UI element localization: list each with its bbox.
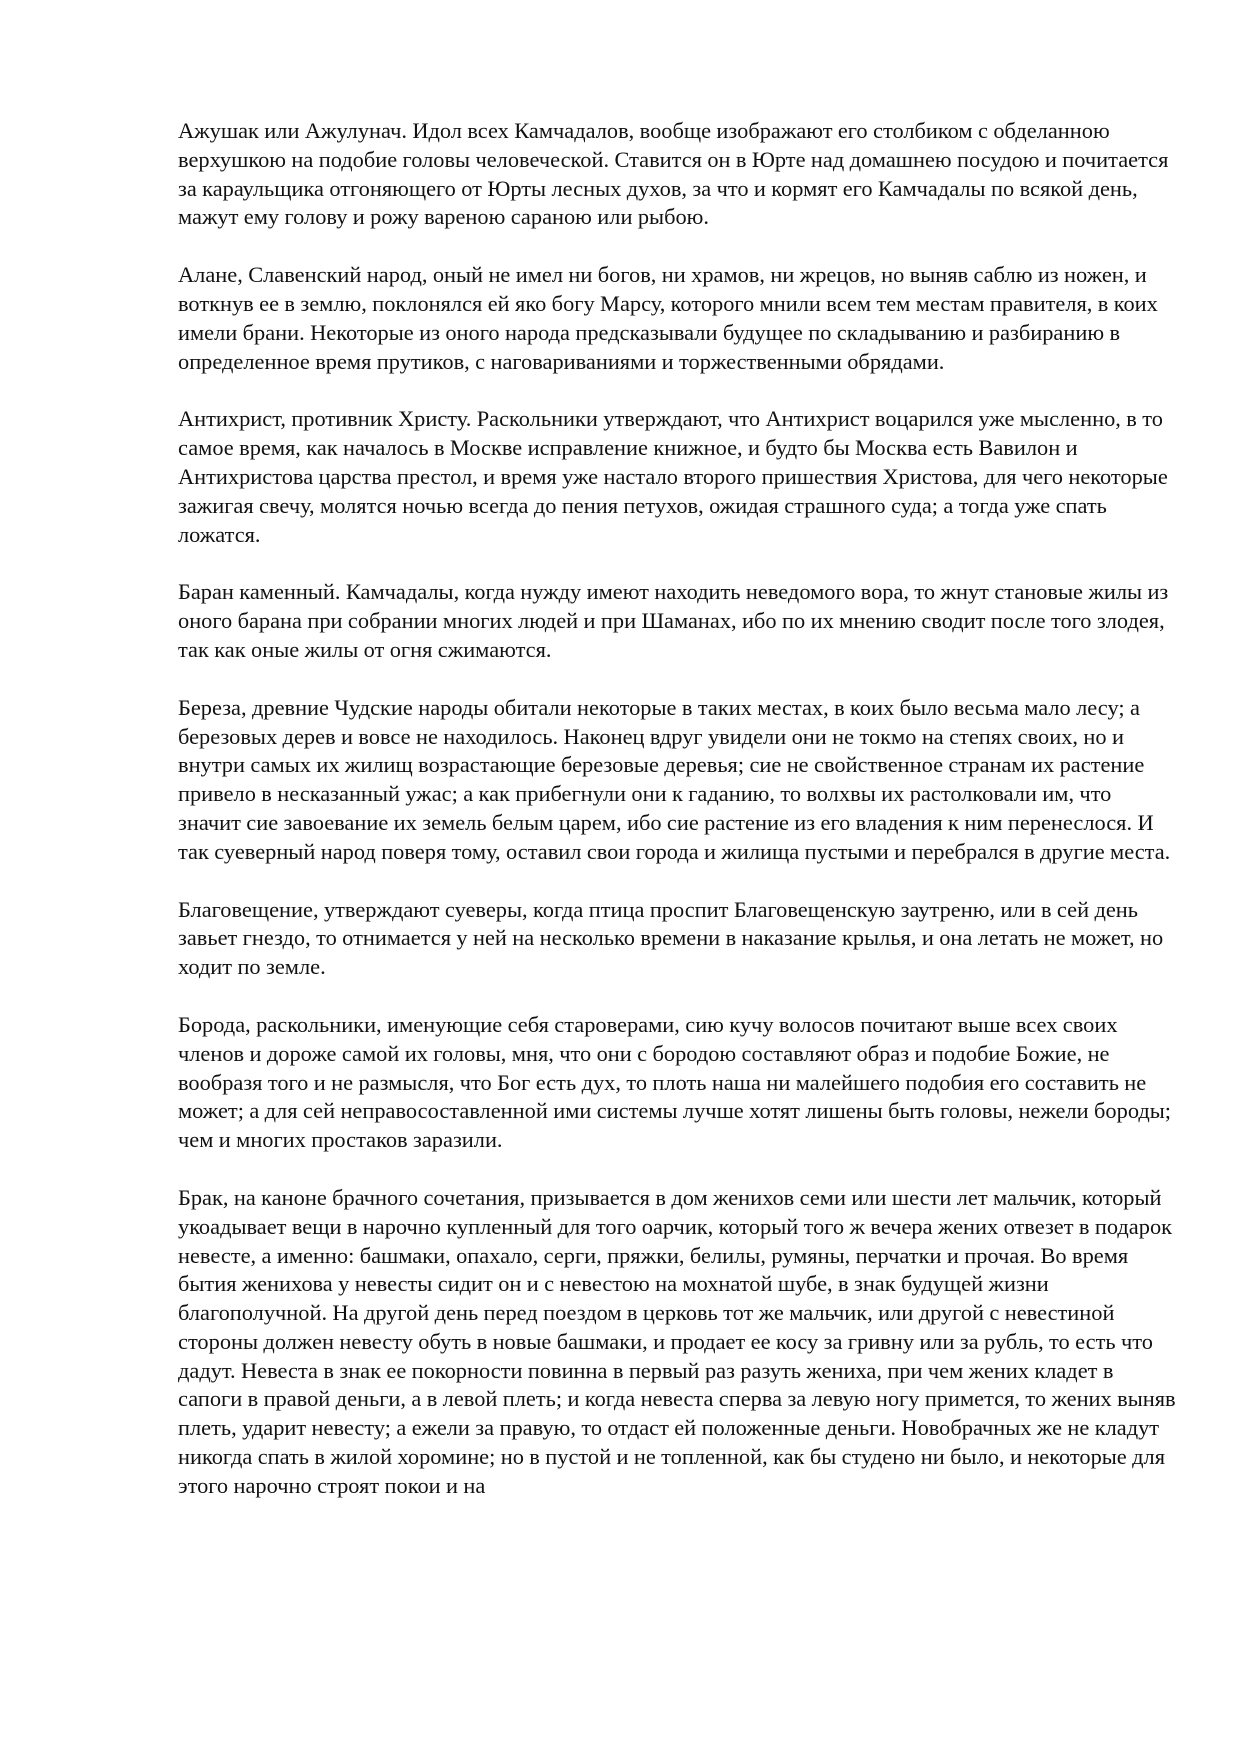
entry-azhushak: Ажушак или Ажулунач. Идол всех Камчадалов, вообще изображают его столбиком с обделанною верхушкою на подобие головы человеческой. Ставится он в Юрте над домашнею посудою и почитается за караульщика отгоняющего от Юрты лесных духов, за что и кормят его Камчадалы по всякой день, мажут ему голову и рожу вареною сараною или рыбою. xyxy=(178,118,1169,230)
entry-bereza: Береза, древние Чудские народы обитали некоторые в таких местах, в коих было весьма мало лесу; а березовых дерев и вовсе не находилось. Наконец вдруг увидели они не токмо на степях своих, но и внутри самых их жилищ возрастающие березовые деревья; сие не свойственное странам их растение привело в несказанный ужас; а как прибегнули они к гаданию, то волхвы их растолковали им, что значит сие завоевание их земель белым царем, ибо сие растение из его владения к ним перенеслося. И так суеверный народ поверя тому, оставил свои города и жилища пустыми и перебрался в другие места. xyxy=(178,694,1171,864)
entry-antikhrist: Антихрист, противник Христу. Раскольники утверждают, что Антихрист воцарился уже мысленно, в то самое время, как началось в Москве исправление книжное, и будто бы Москва есть Вавилон и Антихристова царства престол, и время уже настало второго пришествия Христова, для чего некоторые зажигая свечу, молятся ночью всегда до пения петухов, ожидая страшного суда; а тогда уже спать ложатся. xyxy=(178,406,1168,547)
entry-baran-kamennyi: Баран каменный. Камчадалы, когда нужду имеют находить неведомого вора, то жнут становые жилы из оного барана при собрании многих людей и при Шаманах, ибо по их мнению сводит после того злодея, так как оные жилы от огня сжимаются. xyxy=(178,579,1169,662)
entry-alane: Алане, Славенский народ, оный не имел ни богов, ни храмов, ни жрецов, но выняв саблю из ножен, и воткнув ее в землю, поклонялся ей яко богу Марсу, которого мнили всем тем местам правителя, в коих имели брани. Некоторые из оного народа предсказывали будущее по складыванию и разбиранию в определенное время прутиков, с наговариваниями и торжественными обрядами. xyxy=(178,262,1158,374)
entry-boroda: Борода, раскольники, именующие себя староверами, сию кучу волосов почитают выше всех своих членов и дороже самой их головы, мня, что они с бородою составляют образ и подобие Божие, не вообразя того и не размысля, что Бог есть дух, то плоть наша ни малейшего подобия его составить не может; а для сей неправосоставленной ими системы лучше хотят лишены быть головы, нежели бороды; чем и многих простаков заразили. xyxy=(178,1011,1172,1153)
entry-brak: Брак, на каноне брачного сочетания, призывается в дом женихов семи или шести лет мальчик, который укоадывает вещи в нарочно купленный для того оарчик, который того ж вечера жених отвезет в подарок невесте, а именно: башмаки, опахало, серги, пряжки, белилы, румяны, перчатки и прочая. Во время бытия женихова у невесты сидит он и с невестою на мохнатой шубе, в знак будущей жизни благополучной. На другой день перед поездом в церковь тот же мальчик, или другой с невестиной стороны должен невесту обуть в новые башмаки, и продает ее косу за гривну или за рубль, то есть что дадут. Невеста в знак ее покорности повинна в первый раз разуть жениха, при чем жених кладет в сапоги в правой деньги, а в левой плеть; и когда невеста сперва за левую ногу примется, то жених выняв плеть, ударит невесту; а ежели за правую, то отдаст ей положенные деньги. Новобрачных же не кладут никогда спать в жилой хоромине; но в пустой и не топленной, как бы студено ни было, и некоторые для этого нарочно строят покои и на xyxy=(178,1184,1176,1498)
entry-blagoveshchenie: Благовещение, утверждают суеверы, когда птица проспит Благовещенскую заутреню, или в сей день завьет гнездо, то отнимается у ней на несколько времени в наказание крылья, и она летать не может, но ходит по земле. xyxy=(178,896,1164,980)
document-page xyxy=(178,117,1178,1530)
